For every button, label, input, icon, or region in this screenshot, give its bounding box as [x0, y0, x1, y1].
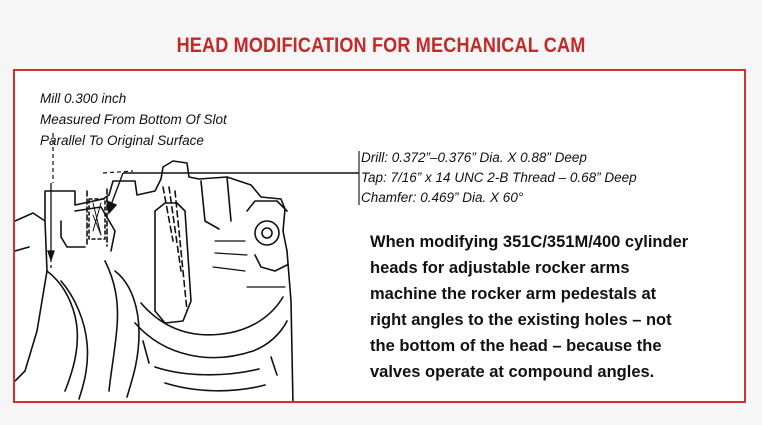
- diagram-frame: [13, 69, 746, 403]
- description-line: When modifying 351C/351M/400 cylinder: [370, 233, 689, 251]
- description-line: valves operate at compound angles.: [370, 363, 655, 381]
- mill-note: [40, 88, 227, 151]
- mill-note-line-1: Mill 0.300 inch: [40, 91, 127, 106]
- tap-spec: Tap: 7/16” x 14 UNC 2-B Thread – 0.68” Deep: [361, 170, 637, 185]
- mill-note-line-3: Parallel To Original Surface: [40, 133, 204, 148]
- description-line: machine the rocker arm pedestals at: [370, 285, 657, 303]
- drill-note: [361, 148, 637, 208]
- description-line: right angles to the existing holes – not: [370, 311, 672, 329]
- description-line: heads for adjustable rocker arms: [370, 259, 630, 277]
- description-text: [370, 229, 688, 385]
- mill-note-line-2: Measured From Bottom Of Slot: [40, 112, 227, 127]
- description-line: the bottom of the head – because the: [370, 337, 662, 355]
- chamfer-spec: Chamfer: 0.469” Dia. X 60°: [361, 190, 524, 205]
- drill-spec: Drill: 0.372”–0.376” Dia. X 0.88” Deep: [361, 150, 587, 165]
- diagram-title: HEAD MODIFICATION FOR MECHANICAL CAM: [176, 34, 586, 57]
